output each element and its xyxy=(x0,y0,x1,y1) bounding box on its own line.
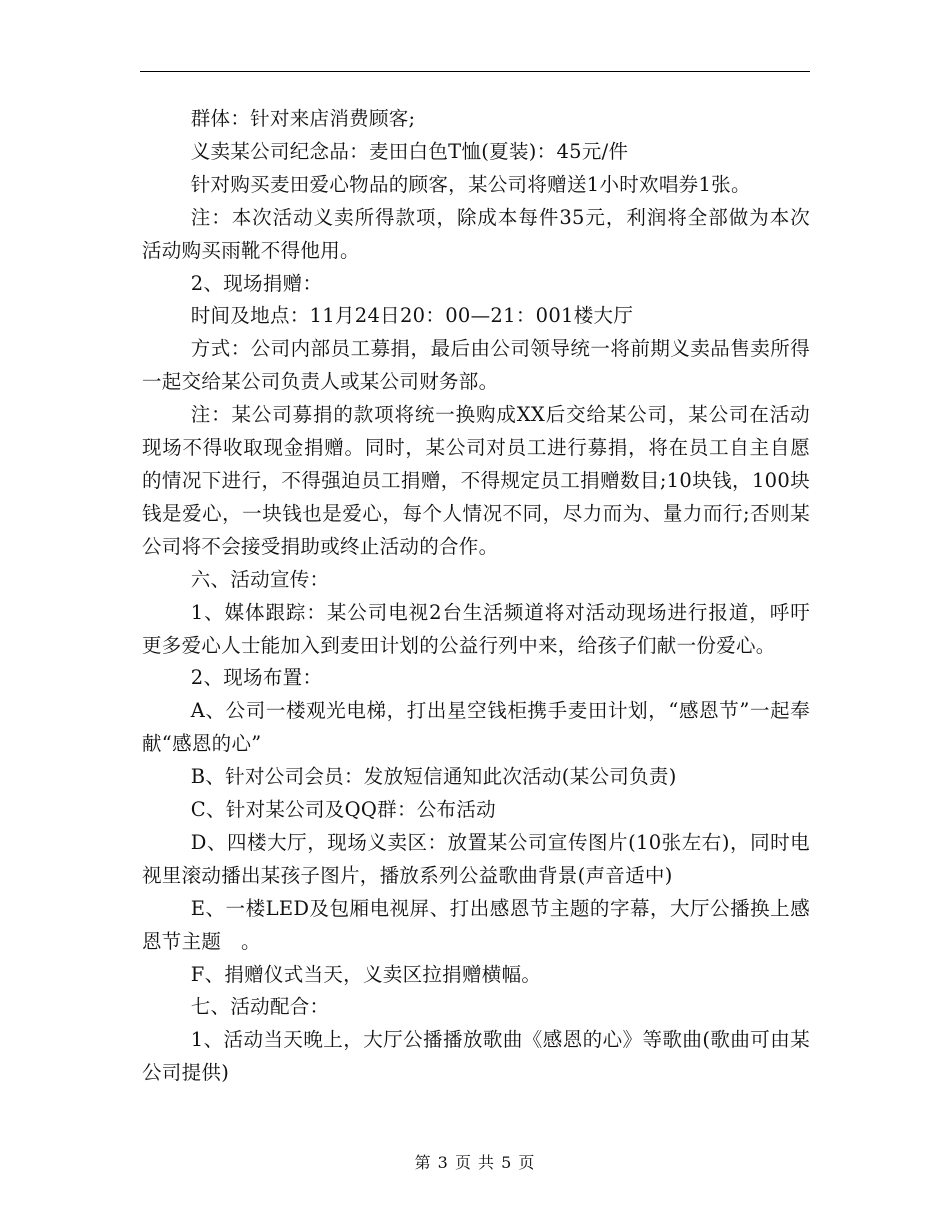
paragraph: 注：本次活动义卖所得款项，除成本每件35元，利润将全部做为本次活动购买雨靴不得他用。 xyxy=(142,205,810,262)
paragraph: 方式：公司内部员工募捐，最后由公司领导统一将前期义卖品售卖所得一起交给某公司负责人或某公司财务部。 xyxy=(142,337,810,394)
section-heading: 六、活动宣传： xyxy=(190,567,330,591)
paragraph: F、捐赠仪式当天，义卖区拉捐赠横幅。 xyxy=(190,962,542,986)
paragraph: 注：某公司募捐的款项将统一换购成XX后交给某公司，某公司在活动现场不得收取现金捐赠。同时，某公司对员工进行募捐，将在员工自主自愿的情况下进行，不得强迫员工捐赠，不得规定员工捐赠数目;10块钱，100块钱是爱心，一块钱也是爱心，每个人情况不同，尽力而为、量力而行;否则某公司将不会接受捐助或终止活动的合作。 xyxy=(142,403,810,558)
paragraph: 1、媒体跟踪：某公司电视2台生活频道将对活动现场进行报道，呼吁更多爱心人士能加入到麦田计划的公益行列中来，给孩子们献一份爱心。 xyxy=(142,600,810,657)
paragraph: B、针对公司会员：发放短信通知此次活动(某公司负责) xyxy=(190,765,677,789)
section-heading: 七、活动配合： xyxy=(190,995,330,1019)
paragraph: 义卖某公司纪念品：麦田白色T恤(夏装)：45元/件 xyxy=(190,139,629,163)
paragraph: A、公司一楼观光电梯，打出星空钱柜携手麦田计划，“感恩节”一起奉献“感恩的心” xyxy=(142,699,810,756)
paragraph: 2、现场捐赠： xyxy=(190,271,323,295)
paragraph: E、一楼LED及包厢电视屏、打出感恩节主题的字幕，大厅公播换上感恩节主题 。 xyxy=(142,896,810,953)
paragraph: C、针对某公司及QQ群：公布活动 xyxy=(190,798,496,822)
paragraph: 1、活动当天晚上，大厅公播播放歌曲《感恩的心》等歌曲(歌曲可由某公司提供) xyxy=(142,1028,810,1085)
paragraph: 2、现场布置： xyxy=(190,666,323,690)
paragraph: 针对购买麦田爱心物品的顾客，某公司将赠送1小时欢唱券1张。 xyxy=(190,172,751,196)
paragraph: 时间及地点：11月24日20：00—21：001楼大厅 xyxy=(190,304,634,328)
page-number-footer: 第 3 页 共 5 页 xyxy=(414,1153,536,1172)
paragraph: 群体：针对来店消费顾客; xyxy=(190,107,416,130)
document-body xyxy=(142,103,810,1090)
paragraph: D、四楼大厅，现场义卖区：放置某公司宣传图片(10张左右)，同时电视里滚动播出某孩子图片，播放系列公益歌曲背景(声音适中) xyxy=(142,830,810,887)
header-rule xyxy=(140,71,810,72)
